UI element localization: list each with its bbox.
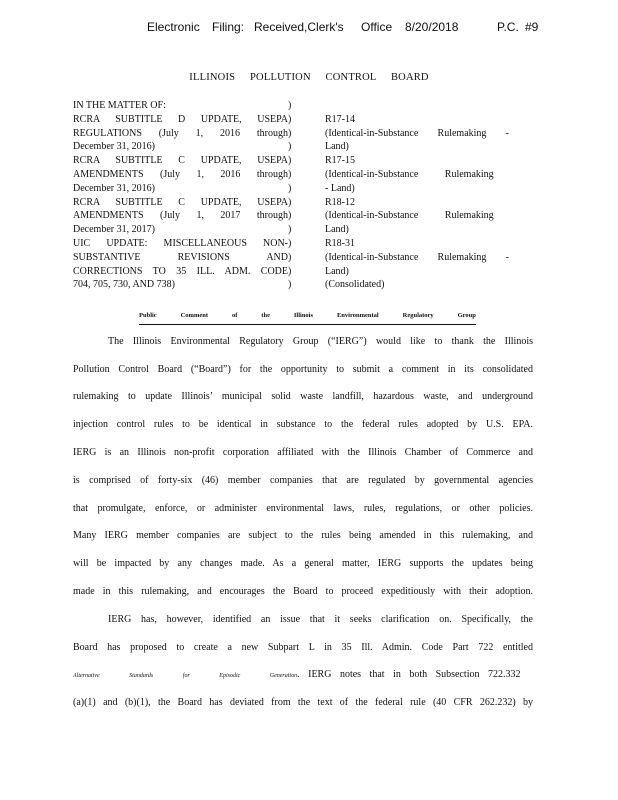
body-line: Board has proposed to create a new Subpart L in 35 Ill. Admin. Code Part 722 entitled [73, 642, 533, 653]
comment-title-word: Public [139, 312, 157, 319]
header-office: Office [361, 20, 393, 34]
subpart-title-italic: Alternative Standards for Episodic Generation [73, 673, 298, 679]
caption-left: RCRA SUBTITLE D UPDATE, USEPA [73, 113, 288, 125]
caption-row [73, 196, 543, 210]
caption-row [73, 209, 543, 223]
body-line: (a)(1) and (b)(1), the Board has deviated from the text of the federal rule (40 CFR 262.232) by [73, 697, 533, 708]
caption-paren: ) [288, 279, 292, 291]
header-pc-number: #9 [525, 20, 539, 34]
header-electronic: Electronic [147, 20, 200, 34]
caption-left: IN THE MATTER OF: [73, 100, 166, 111]
caption-right: (Identical-in-Substance Rulemaking [325, 210, 494, 222]
comment-title-word: the [261, 312, 270, 319]
caption-paren: ) [288, 196, 292, 208]
caption-right: Land) [325, 224, 349, 236]
caption-right: Land) [325, 141, 349, 153]
caption-paren: ) [288, 224, 292, 236]
caption-left: SUBSTANTIVE REVISIONS AND [73, 251, 288, 263]
body-line: injection control rules to be identical in substance to the federal rules adopted by U.S. EPA. [73, 419, 533, 430]
caption-paren: ) [288, 251, 292, 263]
comment-title-word: Regulatory [402, 312, 434, 319]
caption-left: AMENDMENTS (July 1, 2017 through [73, 210, 288, 222]
caption-paren: ) [288, 168, 292, 180]
header-received: Received,Clerk's [254, 20, 344, 34]
board-title: ILLINOIS POLLUTION CONTROL BOARD [189, 72, 429, 83]
caption-paren: ) [288, 210, 292, 222]
caption-row [73, 154, 543, 168]
caption-left: RCRA SUBTITLE C UPDATE, USEPA [73, 155, 288, 167]
electronic-filing-header [0, 20, 618, 38]
caption-row [73, 127, 543, 141]
header-filing: Filing: [212, 20, 245, 34]
body-line: IERG is an Illinois non-profit corporation affiliated with the Illinois Chamber of Commerce and [73, 447, 533, 458]
body-line: that promulgate, enforce, or administer environmental laws, rules, regulations, or other policies. [73, 503, 533, 514]
caption-left: REGULATIONS (July 1, 2016 through [73, 127, 288, 139]
comment-title-word: Comment [180, 312, 209, 319]
caption-paren: ) [288, 141, 292, 153]
caption-paren: ) [288, 113, 292, 125]
caption-paren: ) [288, 127, 292, 139]
caption-left: UIC UPDATE: MISCELLANEOUS NON- [73, 237, 288, 249]
caption-row [73, 182, 543, 196]
caption-right: R17-15 [325, 155, 355, 167]
caption-left: CORRECTIONS TO 35 ILL. ADM. CODE [73, 265, 288, 277]
caption-right: (Identical-in-Substance Rulemaking - [325, 127, 509, 139]
caption-paren: ) [288, 100, 292, 111]
caption-right: (Identical-in-Substance Rulemaking [325, 168, 494, 180]
caption-right: R17-14 [325, 113, 355, 125]
caption-row [73, 265, 543, 279]
caption-left: 704, 705, 730, AND 738) [73, 279, 175, 291]
caption-row [73, 251, 543, 265]
header-pc: P.C. [497, 20, 519, 34]
body-line [73, 669, 533, 680]
caption-row [73, 237, 543, 251]
comment-title-word: of [231, 312, 238, 319]
body-line: rulemaking to update Illinois’ municipal solid waste landfill, hazardous waste, and underground [73, 391, 533, 402]
caption-paren: ) [288, 155, 292, 167]
body-line-rest: . IERG notes that in both Subsection 722.332 [297, 669, 521, 680]
caption-right: - Land) [325, 182, 355, 194]
body-line: The Illinois Environmental Regulatory Group (“IERG”) would like to thank the Illinois [108, 336, 533, 347]
comment-title-word: Environmental [336, 312, 379, 319]
header-date: 8/20/2018 [405, 20, 459, 34]
comment-title [139, 312, 476, 325]
caption-paren: ) [288, 265, 292, 277]
caption-right: R18-12 [325, 196, 355, 208]
body-line: will be impacted by any changes made. As a general matter, IERG supports the updates being [73, 558, 533, 569]
body-line: Many IERG member companies are subject to the rules being amended in this rulemaking, and [73, 530, 533, 541]
caption-right: R18-31 [325, 237, 355, 249]
caption-row [73, 140, 543, 154]
caption-right: (Identical-in-Substance Rulemaking - [325, 251, 509, 263]
caption-right: Land) [325, 265, 349, 277]
caption-row [73, 223, 543, 237]
comment-title-word: Illinois [293, 312, 314, 319]
caption-left: December 31, 2017) [73, 224, 155, 236]
caption-paren: ) [288, 237, 292, 249]
caption-row [73, 278, 543, 292]
caption-row [73, 168, 543, 182]
caption-left: December 31, 2016) [73, 141, 155, 153]
body-line: Pollution Control Board (“Board”) for the opportunity to submit a comment in its consolidated [73, 364, 533, 375]
case-caption [73, 99, 543, 292]
comment-title-word: Group [457, 312, 476, 319]
caption-row [73, 113, 543, 127]
caption-left: December 31, 2016) [73, 182, 155, 194]
body-line: made in this rulemaking, and encourages the Board to proceed expeditiously with their adoption. [73, 586, 533, 597]
caption-paren: ) [288, 182, 292, 194]
caption-right: (Consolidated) [325, 279, 385, 291]
caption-left: AMENDMENTS (July 1, 2016 through [73, 168, 288, 180]
caption-left: RCRA SUBTITLE C UPDATE, USEPA [73, 196, 288, 208]
caption-row [73, 99, 543, 113]
body-line: is comprised of forty-six (46) member companies that are regulated by governmental agencies [73, 475, 533, 486]
body-line: IERG has, however, identified an issue that it seeks clarification on. Specifically, the [108, 614, 533, 625]
